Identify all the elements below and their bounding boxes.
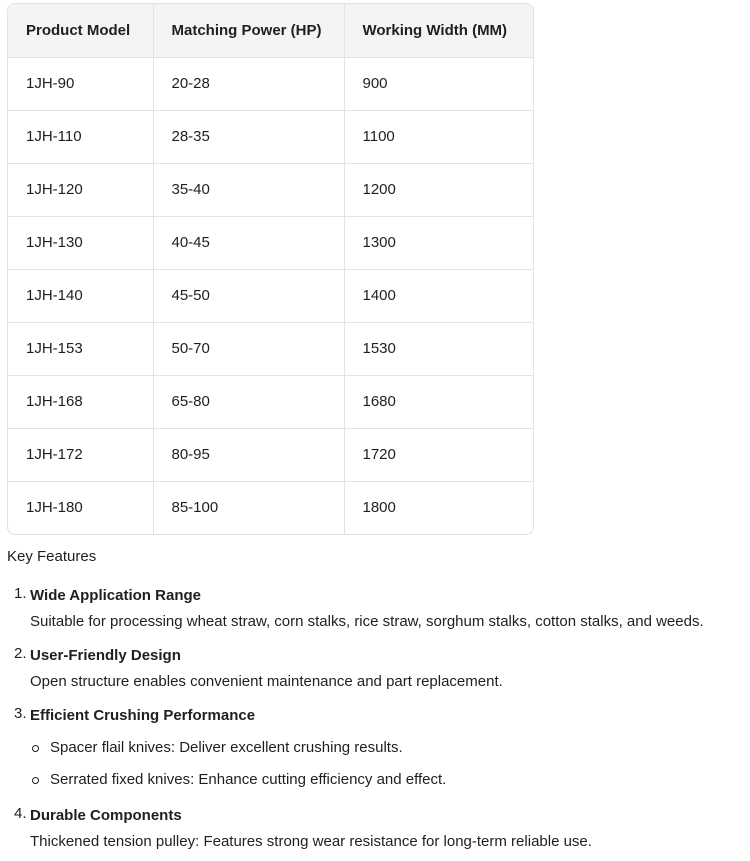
feature-number: 4. [14, 805, 27, 822]
sub-item-text: Spacer flail knives: Deliver excellent crushing results. [50, 739, 403, 756]
table-row [8, 216, 534, 269]
spec-table [8, 4, 534, 534]
cell-width: 1680 [344, 375, 534, 428]
table-row [8, 428, 534, 481]
cell-power: 65-80 [153, 375, 344, 428]
features-list [7, 585, 747, 853]
feature-item [7, 805, 747, 853]
sub-item-text: Serrated fixed knives: Enhance cutting efficiency and effect. [50, 771, 447, 788]
cell-width: 1400 [344, 269, 534, 322]
feature-item [7, 585, 747, 645]
sub-list-item [30, 737, 747, 759]
header-working-width: Working Width (MM) [344, 4, 534, 57]
cell-model: 1JH-180 [8, 481, 153, 534]
feature-title: User-Friendly Design [30, 647, 181, 664]
header-product-model: Product Model [8, 4, 153, 57]
table-row [8, 269, 534, 322]
cell-model: 1JH-172 [8, 428, 153, 481]
bullet-icon [32, 777, 39, 784]
cell-model: 1JH-110 [8, 110, 153, 163]
feature-description: Thickened tension pulley: Features strong wear resistance for long-term reliable use. [30, 833, 592, 850]
table-row [8, 375, 534, 428]
cell-power: 45-50 [153, 269, 344, 322]
cell-model: 1JH-168 [8, 375, 153, 428]
cell-power: 40-45 [153, 216, 344, 269]
bullet-icon [32, 745, 39, 752]
table-header-row [8, 4, 534, 57]
cell-width: 1720 [344, 428, 534, 481]
table-row [8, 481, 534, 534]
cell-width: 900 [344, 57, 534, 110]
cell-power: 28-35 [153, 110, 344, 163]
cell-model: 1JH-153 [8, 322, 153, 375]
table-row [8, 163, 534, 216]
sub-list-item [30, 769, 747, 791]
feature-number: 2. [14, 645, 27, 662]
cell-width: 1800 [362, 499, 396, 517]
cell-power: 85-100 [153, 481, 344, 534]
cell-power: 35-40 [153, 163, 344, 216]
features-heading: Key Features [7, 548, 97, 565]
feature-title: Efficient Crushing Performance [30, 707, 256, 724]
table-row [8, 57, 534, 110]
header-matching-power: Matching Power (HP) [153, 4, 344, 57]
feature-description: Suitable for processing wheat straw, corn stalks, rice straw, sorghum stalks, cotton stalks, and weeds. [30, 613, 704, 630]
feature-title: Durable Components [30, 807, 182, 824]
feature-number: 3. [14, 705, 27, 722]
cell-model: 1JH-130 [8, 216, 153, 269]
feature-sublist [30, 737, 747, 791]
feature-item [7, 645, 747, 705]
cell-model: 1JH-120 [8, 163, 153, 216]
cell-power: 50-70 [153, 322, 344, 375]
spec-table-container [7, 3, 534, 535]
feature-number: 1. [14, 585, 27, 602]
cell-model: 1JH-140 [8, 269, 153, 322]
cell-width: 1100 [344, 110, 534, 163]
cell-power: 20-28 [153, 57, 344, 110]
feature-title: Wide Application Range [30, 587, 201, 604]
cell-width: 1200 [344, 163, 534, 216]
cell-model: 1JH-90 [8, 57, 153, 110]
cell-width: 1530 [344, 322, 534, 375]
cell-power: 80-95 [153, 428, 344, 481]
cell-width: 1300 [344, 216, 534, 269]
table-row [8, 110, 534, 163]
feature-description: Open structure enables convenient maintenance and part replacement. [30, 673, 503, 690]
feature-item [7, 705, 747, 805]
table-row [8, 322, 534, 375]
